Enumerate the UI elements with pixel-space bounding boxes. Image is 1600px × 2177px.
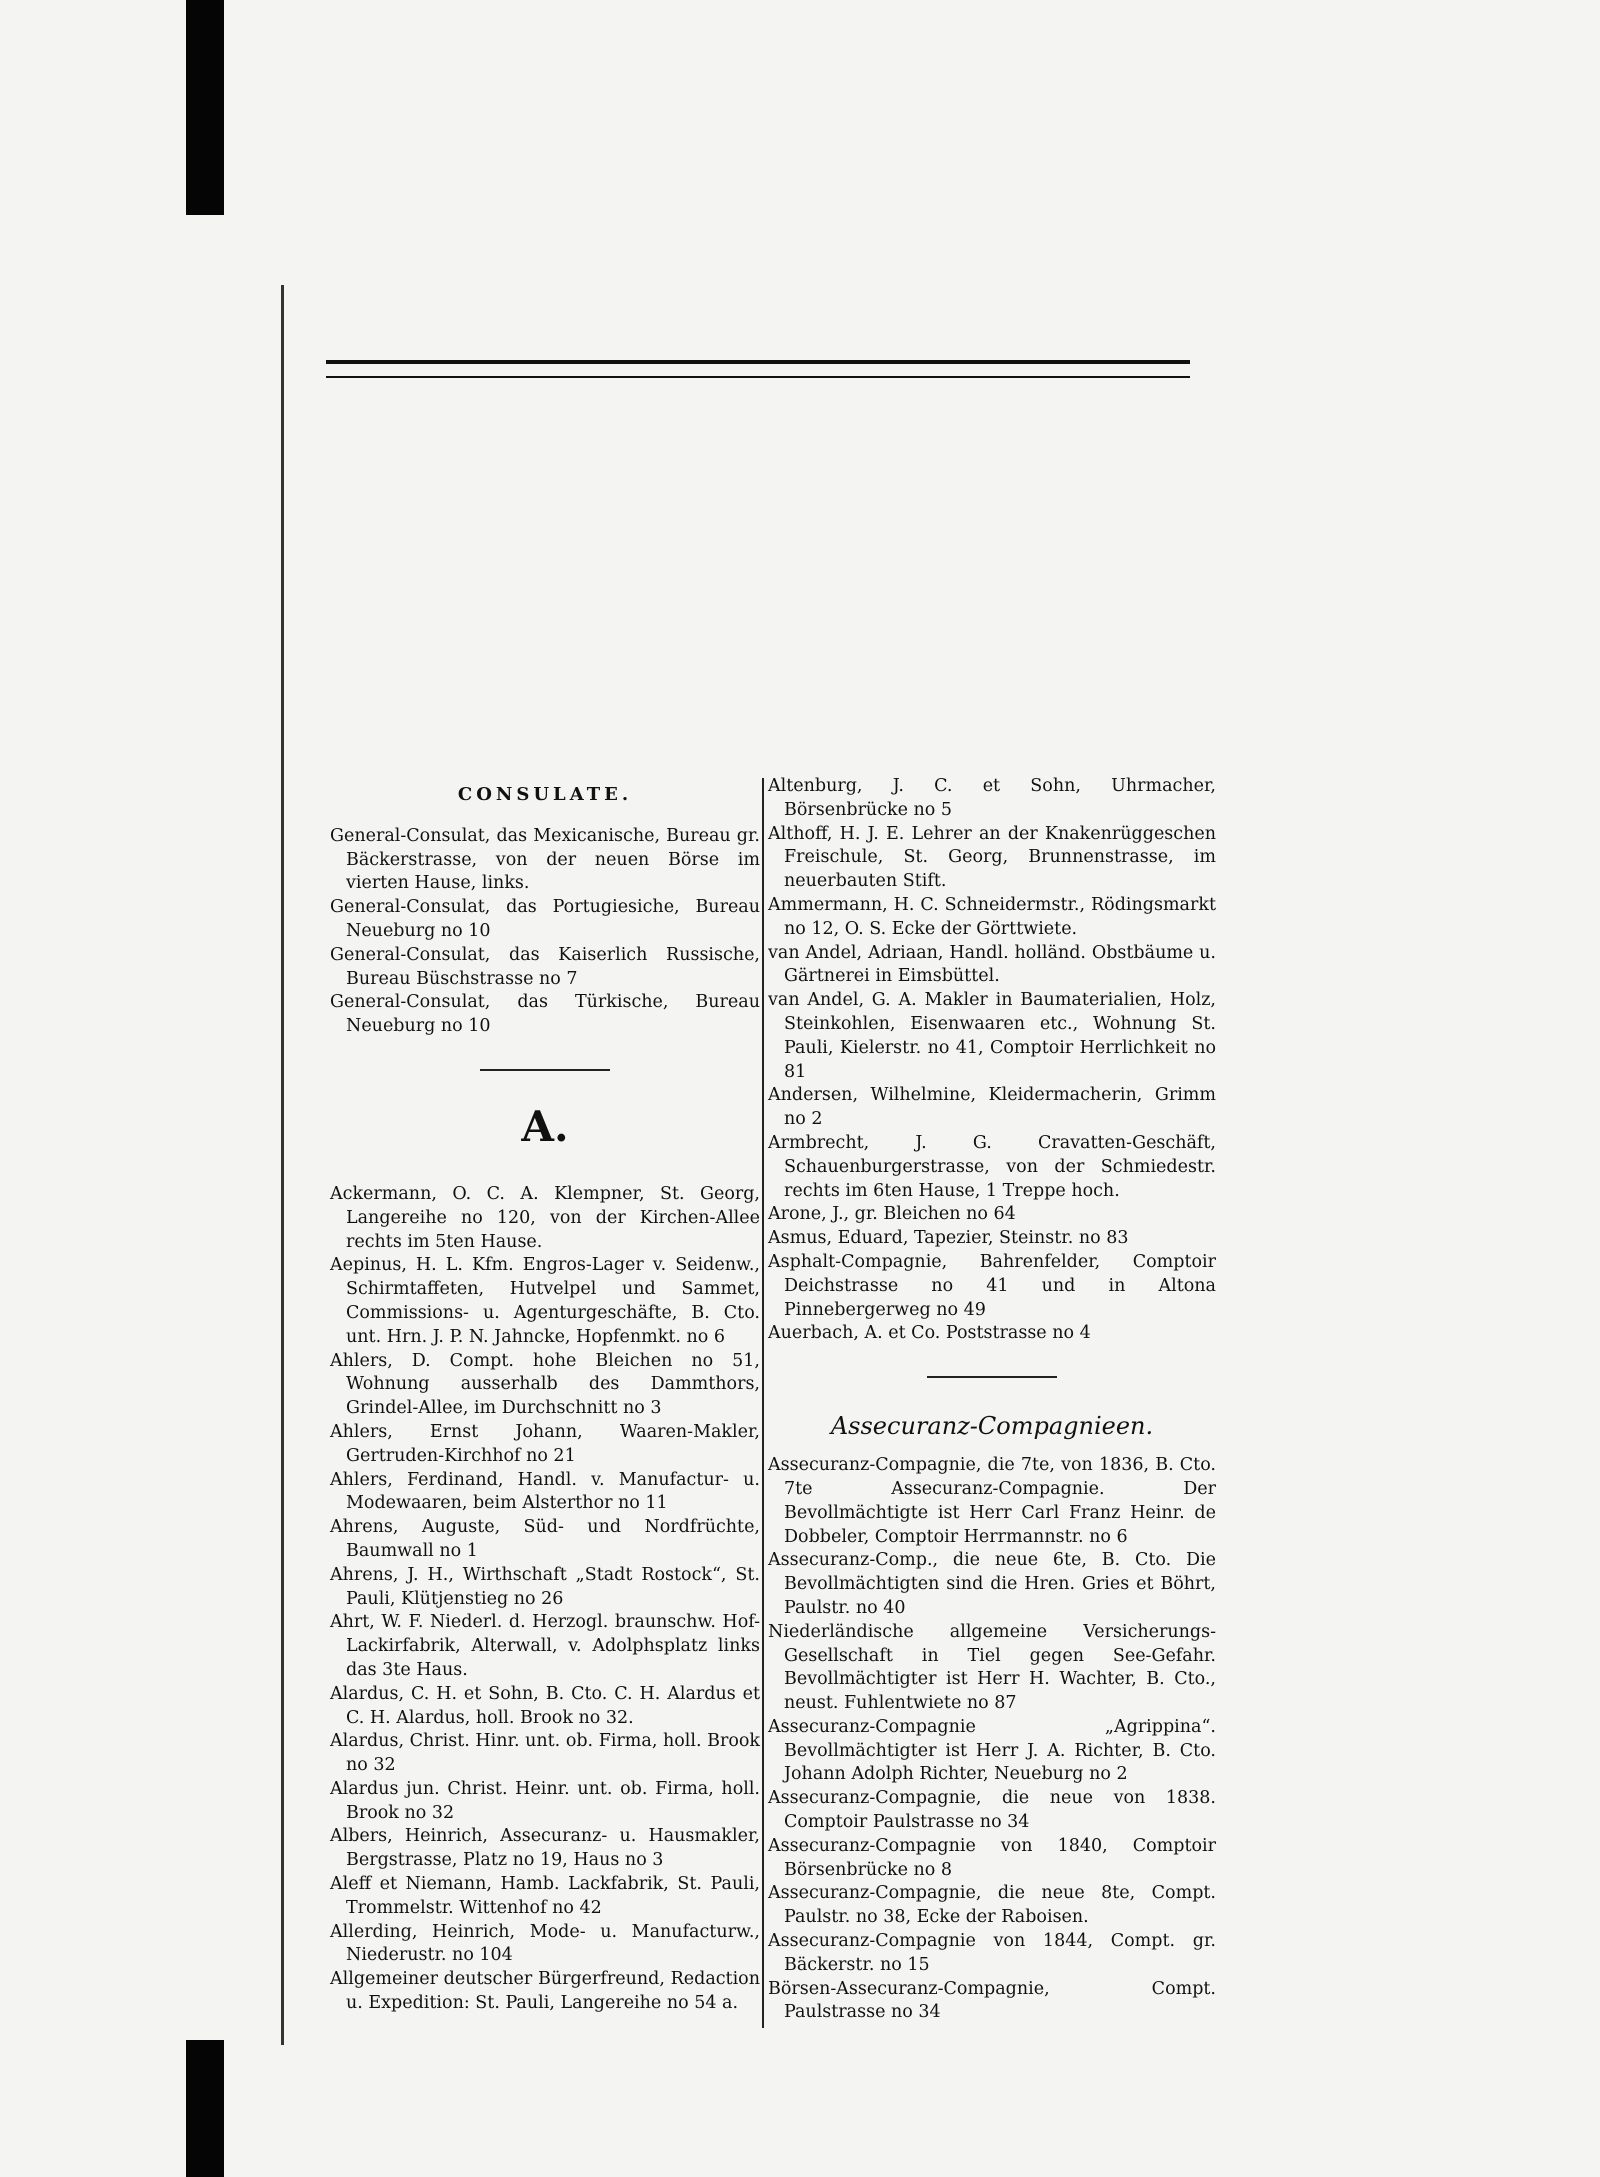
section-divider bbox=[480, 1069, 610, 1071]
list-item: General-Consulat, das Türkische, Bureau Neueburg no 10 bbox=[330, 992, 760, 1037]
list-item: Assecuranz-Compagnie, die neue 8te, Compt. Paulstr. no 38, Ecke der Raboisen. bbox=[768, 1883, 1216, 1928]
list-item: Assecuranz-Compagnie von 1844, Compt. gr. Bäckerstr. no 15 bbox=[768, 1931, 1216, 1975]
consulate-list bbox=[330, 825, 760, 1039]
list-item: Altenburg, J. C. et Sohn, Uhrmacher, Börsenbrücke no 5 bbox=[768, 776, 1216, 820]
letter-a-heading: A. bbox=[521, 1101, 569, 1151]
assecuranz-heading: Assecuranz-Compagnieen. bbox=[830, 1412, 1154, 1441]
column-divider bbox=[762, 778, 764, 2028]
list-item: Assecuranz-Compagnie „Agrippina“. Bevollmächtigter ist Herr J. A. Richter, B. Cto. Johann Adolph Richter, Neueburg no 2 bbox=[768, 1716, 1216, 1785]
list-item: Ahlers, Ferdinand, Handl. v. Manufactur- u. Modewaaren, beim Alsterthor no 11 bbox=[330, 1469, 760, 1514]
list-item: Albers, Heinrich, Assecuranz- u. Hausmakler, Bergstrasse, Platz no 19, Haus no 3 bbox=[330, 1826, 760, 1871]
list-item: Armbrecht, J. G. Cravatten-Geschäft, Schauenburgerstrasse, von der Schmiedestr. rechts im 6ten Hause, 1 Treppe hoch. bbox=[768, 1132, 1216, 1201]
list-item: Ackermann, O. C. A. Klempner, St. Georg, Langereihe no 120, von der Kirchen-Allee rechts im 5ten Hause. bbox=[330, 1183, 760, 1252]
list-item: Assecuranz-Compagnie von 1840, Comptoir Börsenbrücke no 8 bbox=[768, 1835, 1216, 1880]
list-item: Ahrt, W. F. Niederl. d. Herzogl. braunschw. Hof-Lackirfabrik, Alterwall, v. Adolphsplatz links das 3te Haus. bbox=[330, 1612, 760, 1680]
list-item: van Andel, G. A. Makler in Baumaterialien, Holz, Steinkohlen, Eisenwaaren etc., Wohnung St. Pauli, Kielerstr. no 41, Comptoir Herrlichkeit no 81 bbox=[768, 990, 1216, 1082]
list-item: Althoff, H. J. E. Lehrer an der Knakenrüggeschen Freischule, St. Georg, Brunnenstrasse, im neuerbauten Stift. bbox=[768, 823, 1216, 892]
list-item: Alardus jun. Christ. Heinr. unt. ob. Firma, holl. Brook no 32 bbox=[330, 1778, 760, 1823]
list-item: Auerbach, A. et Co. Poststrasse no 4 bbox=[768, 1323, 1091, 1344]
list-item: Alardus, Christ. Hinr. unt. ob. Firma, holl. Brook no 32 bbox=[330, 1731, 760, 1776]
list-item: Assecuranz-Comp., die neue 6te, B. Cto. Die Bevollmächtigten sind die Hren. Gries et Böhrt, Paulstr. no 40 bbox=[768, 1550, 1216, 1618]
list-item: General-Consulat, das Portugiesiche, Bureau Neueburg no 10 bbox=[330, 897, 760, 941]
right-list bbox=[768, 775, 1216, 1346]
letter-a-list bbox=[330, 1183, 760, 2016]
list-item: Andersen, Wilhelmine, Kleidermacherin, Grimm no 2 bbox=[768, 1085, 1216, 1130]
list-item: Ahlers, D. Compt. hohe Bleichen no 51, Wohnung ausserhalb des Dammthors, Grindel-Allee, im Durchschnitt no 3 bbox=[330, 1350, 760, 1419]
scan-artifact-top bbox=[186, 0, 224, 215]
list-item: General-Consulat, das Kaiserlich Russische, Bureau Büschstrasse no 7 bbox=[330, 944, 760, 989]
list-item: Ahrens, Auguste, Süd- und Nordfrüchte, Baumwall no 1 bbox=[330, 1517, 760, 1561]
list-item: Niederländische allgemeine Versicherungs-Gesellschaft in Tiel gegen See-Gefahr. Bevollmächtigter ist Herr H. Wachter, B. Cto., neust. Fuhlentwiete no 87 bbox=[768, 1621, 1216, 1714]
section-divider bbox=[927, 1376, 1057, 1378]
list-item: Aleff et Niemann, Hamb. Lackfabrik, St. Pauli, Trommelstr. Wittenhof no 42 bbox=[330, 1874, 760, 1918]
list-item: Assecuranz-Compagnie, die neue von 1838. Comptoir Paulstrasse no 34 bbox=[768, 1788, 1216, 1833]
list-item: Asmus, Eduard, Tapezier, Steinstr. no 83 bbox=[768, 1228, 1129, 1249]
list-item: Allgemeiner deutscher Bürgerfreund, Redaction u. Expedition: St. Pauli, Langereihe no 54 a. bbox=[330, 1969, 760, 2014]
right-column bbox=[768, 775, 1216, 2025]
list-item: Ammermann, H. C. Schneidermstr., Rödingsmarkt no 12, O. S. Ecke der Görttwiete. bbox=[768, 894, 1216, 939]
scan-artifact-bottom bbox=[186, 2040, 224, 2177]
list-item: Börsen-Assecuranz-Compagnie, Compt. Paulstrasse no 34 bbox=[768, 1978, 1216, 2023]
consulate-title: CONSULATE. bbox=[457, 784, 633, 805]
list-item: General-Consulat, das Mexicanische, Bureau gr. Bäckerstrasse, von der neuen Börse im vierten Hause, links. bbox=[330, 825, 760, 894]
list-item: Assecuranz-Compagnie, die 7te, von 1836, B. Cto. 7te Assecuranz-Compagnie. Der Bevollmächtigte ist Herr Carl Franz Heinr. de Dobbeler, Comptoir Herrmannstr. no 6 bbox=[768, 1455, 1216, 1547]
left-column bbox=[330, 775, 760, 2016]
list-item: Allerding, Heinrich, Mode- u. Manufacturw., Niederustr. no 104 bbox=[330, 1921, 760, 1966]
list-item: Aepinus, H. L. Kfm. Engros-Lager v. Seidenw., Schirmtaffeten, Hutvelpel und Sammet, Commissions- u. Agenturgeschäfte, B. Cto. unt. Hrn. J. P. N. Jahncke, Hopfenmkt. no 6 bbox=[330, 1255, 760, 1347]
top-double-rule bbox=[326, 360, 1190, 378]
list-item: Arone, J., gr. Bleichen no 64 bbox=[768, 1204, 1016, 1225]
list-item: Alardus, C. H. et Sohn, B. Cto. C. H. Alardus et C. H. Alardus, holl. Brook no 32. bbox=[330, 1683, 760, 1728]
assecuranz-list bbox=[768, 1454, 1216, 2025]
list-item: Ahlers, Ernst Johann, Waaren-Makler, Gertruden-Kirchhof no 21 bbox=[330, 1421, 760, 1466]
list-item: Ahrens, J. H., Wirthschaft „Stadt Rostock“, St. Pauli, Klütjenstieg no 26 bbox=[330, 1564, 760, 1609]
page-edge bbox=[281, 285, 284, 2045]
list-item: van Andel, Adriaan, Handl. holländ. Obstbäume u. Gärtnerei in Eimsbüttel. bbox=[768, 942, 1216, 987]
list-item: Asphalt-Compagnie, Bahrenfelder, Comptoir Deichstrasse no 41 und in Altona Pinnebergerweg no 49 bbox=[768, 1251, 1216, 1320]
